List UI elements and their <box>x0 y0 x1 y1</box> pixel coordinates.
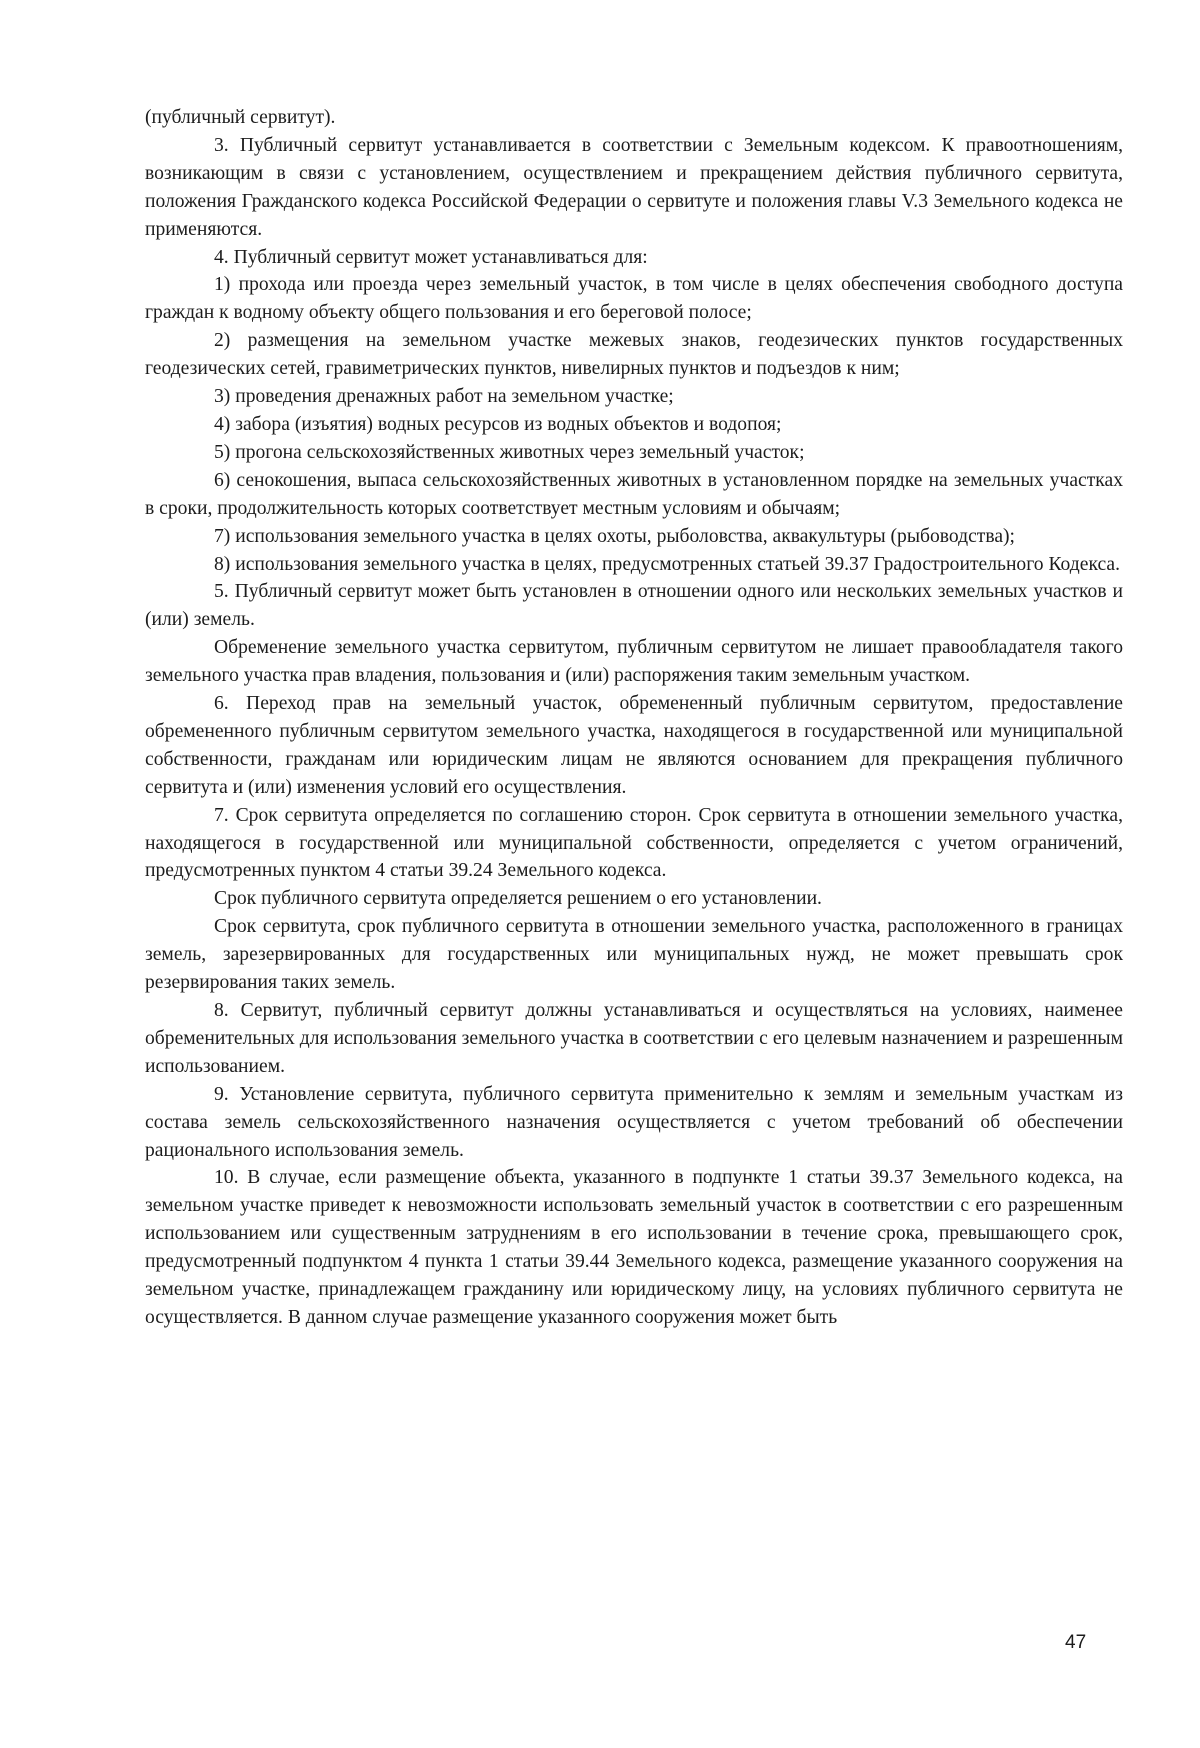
paragraph-clause-8: 8. Сервитут, публичный сервитут должны устанавливаться и осуществляться на условиях, наименее обременительных для использования земельного участка в соответствии с его целевым назначением и разрешенным использованием. <box>145 1000 1123 1077</box>
paragraph-clause-6: 6. Переход прав на земельный участок, обремененный публичным сервитутом, предоставление обремененного публичным сервитутом земельного участка, находящегося в государственной или муниципальной собственности, гражданам или юридическим лицам не являются основанием для прекращения публичного сервитута и (или) изменения условий его осуществления. <box>145 693 1123 798</box>
paragraph-clause-4: 4. Публичный сервитут может устанавливаться для: <box>214 246 648 268</box>
list-item-1: 1) прохода или проезда через земельный участок, в том числе в целях обеспечения свободного доступа граждан к водному объекту общего пользования и его береговой полосе; <box>145 274 1123 324</box>
list-item-8: 8) использования земельного участка в целях, предусмотренных статьей 39.37 Градостроительного Кодекса. <box>214 553 1121 575</box>
list-item-7: 7) использования земельного участка в целях охоты, рыболовства, аквакультуры (рыбоводства); <box>214 525 1015 547</box>
paragraph-clause-10: 10. В случае, если размещение объекта, указанного в подпункте 1 статьи 39.37 Земельного кодекса, на земельном участке приведет к невозможности использовать земельный участок в соответствии с его разрешенным использованием или существенным затруднениям в его использовании в течение срока, превышающего срок, предусмотренный подпунктом 4 пункта 1 статьи 39.44 Земельного кодекса, размещение указанного сооружения на земельном участке, принадлежащем гражданину или юридическому лицу, на условиях публичного сервитута не осуществляется. В данном случае размещение указанного сооружения может быть <box>145 1167 1123 1328</box>
page-number: 47 <box>1065 1632 1087 1653</box>
paragraph-continuation: (публичный сервитут). <box>145 107 336 128</box>
list-item-6: 6) сенокошения, выпаса сельскохозяйственных животных в установленном порядке на земельных участках в сроки, продолжительность которых соответствует местным условиям и обычаям; <box>145 469 1123 519</box>
list-item-4: 4) забора (изъятия) водных ресурсов из водных объектов и водопоя; <box>214 413 782 435</box>
list-item-5: 5) прогона сельскохозяйственных животных через земельный участок; <box>214 441 805 463</box>
list-item-3: 3) проведения дренажных работ на земельном участке; <box>214 386 674 408</box>
paragraph-public-term: Срок публичного сервитута определяется решением о его установлении. <box>214 888 822 910</box>
paragraph-clause-3: 3. Публичный сервитут устанавливается в соответствии с Земельным кодексом. К правоотношениям, возникающим в связи с установлением, осуществлением и прекращением действия публичного сервитута, положения Гражданского кодекса Российской Федерации о сервитуте и положения главы V.3 Земельного кодекса не применяются. <box>145 134 1123 240</box>
paragraph-encumbrance: Обременение земельного участка сервитутом, публичным сервитутом не лишает правообладателя такого земельного участка прав владения, пользования и (или) распоряжения таким земельным участком. <box>145 637 1123 687</box>
paragraph-clause-5: 5. Публичный сервитут может быть установлен в отношении одного или нескольких земельных участков и (или) земель. <box>145 581 1123 631</box>
paragraph-clause-9: 9. Установление сервитута, публичного сервитута применительно к землям и земельным участкам из состава земель сельскохозяйственного назначения осуществляется с учетом требований об обеспечении рационального использования земель. <box>145 1083 1123 1161</box>
paragraph-reserved-term: Срок сервитута, срок публичного сервитута в отношении земельного участка, расположенного в границах земель, зарезервированных для государственных или муниципальных нужд, не может превышать срок резервирования таких земель. <box>145 916 1123 994</box>
list-item-2: 2) размещения на земельном участке межевых знаков, геодезических пунктов государственных геодезических сетей, гравиметрических пунктов, нивелирных пунктов и подъездов к ним; <box>145 330 1123 380</box>
document-body <box>145 104 1123 1332</box>
paragraph-clause-7: 7. Срок сервитута определяется по соглашению сторон. Срок сервитута в отношении земельного участка, находящегося в государственной или муниципальной собственности, определяется с учетом ограничений, предусмотренных пунктом 4 статьи 39.24 Земельного кодекса. <box>145 804 1123 882</box>
